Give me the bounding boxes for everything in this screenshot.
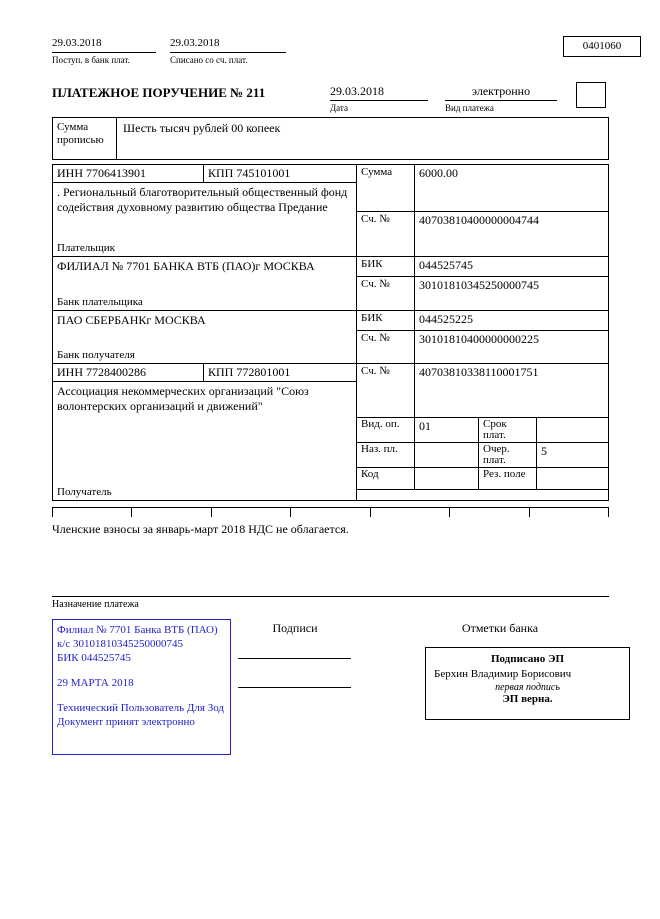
payer-inn: ИНН 7706413901 xyxy=(53,165,204,182)
payee-bank-account-row xyxy=(357,331,608,364)
stamp-status: Документ принят электронно xyxy=(57,716,195,728)
bank-marks-label: Отметки банка xyxy=(461,621,539,635)
naz-pl-row xyxy=(357,443,608,468)
payee-bank-bik-row xyxy=(357,311,608,331)
payer-account-row xyxy=(357,212,608,257)
stamp-user: Технический Пользователь Для Зод xyxy=(57,702,225,714)
vid-op-label: Вид. оп. xyxy=(357,418,415,442)
payer-kpp: КПП 745101001 xyxy=(208,166,291,180)
payer-section-label: Плательщик xyxy=(57,242,115,254)
payee-bank-account-value: 30101810400000000225 xyxy=(419,332,539,346)
title-date-value: 29.03.2018 xyxy=(330,84,428,101)
payee-kpp: КПП 772801001 xyxy=(208,365,291,379)
vid-op-value: 01 xyxy=(415,418,479,442)
rez-pole-label: Рез. поле xyxy=(479,468,537,489)
date-received-label: Поступ. в банк плат. xyxy=(52,55,130,65)
payment-table-right-column xyxy=(357,165,608,500)
payee-bank-section-label: Банк получателя xyxy=(57,349,135,361)
srok-plat-value xyxy=(537,418,608,442)
payer-block xyxy=(53,183,356,257)
payer-bank-bik-row xyxy=(357,257,608,277)
stamp-bank-name: Филиал № 7701 Банка ВТБ (ПАО) xyxy=(57,624,218,636)
payer-account-value: 40703810400000004744 xyxy=(419,213,539,227)
document-title: ПЛАТЕЖНОЕ ПОРУЧЕНИЕ № 211 xyxy=(52,85,266,100)
payment-table xyxy=(52,164,609,501)
srok-plat-label: Срок плат. xyxy=(479,418,537,442)
stamp-bik: БИК 044525745 xyxy=(57,652,131,664)
code-strip-cell xyxy=(530,508,609,517)
title-date-field xyxy=(330,84,428,113)
code-strip-cell xyxy=(450,508,529,517)
payer-bank-account-label: Сч. № xyxy=(357,277,415,310)
payer-account-label: Сч. № xyxy=(357,212,415,256)
payer-bank-account-value: 30101810345250000745 xyxy=(419,278,539,292)
purpose-field-divider xyxy=(52,596,609,610)
purpose-label: Назначение платежа xyxy=(52,599,139,610)
date-received-field xyxy=(52,37,156,65)
payee-bank-bik-label: БИК xyxy=(357,311,415,330)
payer-bank-name: ФИЛИАЛ № 7701 БАНКА ВТБ (ПАО)г МОСКВА xyxy=(57,259,315,273)
payee-bank-account-label: Сч. № xyxy=(357,331,415,363)
signatures-label: Подписи xyxy=(272,621,318,635)
form-code-box xyxy=(563,36,641,57)
payment-kind-label: Вид платежа xyxy=(445,103,494,113)
payee-account-row xyxy=(357,364,608,418)
signer-name: Берхин Владимир Борисович xyxy=(434,668,572,680)
payer-bank-block xyxy=(53,257,356,311)
ocher-plat-label: Очер. плат. xyxy=(479,443,537,467)
amount-words-box xyxy=(52,117,609,160)
signed-title: Подписано ЭП xyxy=(490,653,565,665)
vid-op-row xyxy=(357,418,608,443)
ocher-plat-value: 5 xyxy=(541,444,547,458)
stamp-corr-account: к/с 30101810345250000745 xyxy=(57,638,184,650)
kod-value xyxy=(415,468,479,489)
form-code: 0401060 xyxy=(582,40,622,52)
signature-line-2 xyxy=(238,687,351,688)
payer-bank-bik-label: БИК xyxy=(357,257,415,276)
signature-role: первая подпись xyxy=(495,682,560,693)
code-strip-cell xyxy=(291,508,370,517)
signature-line-1 xyxy=(238,658,351,659)
payer-bank-account-row xyxy=(357,277,608,311)
sum-label: Сумма xyxy=(357,165,415,211)
rez-pole-value xyxy=(537,468,608,489)
payer-name: . Региональный благотворительный общественный фонд содействия духовному развитию общества Предание xyxy=(57,185,348,214)
payee-inn: ИНН 7728400286 xyxy=(53,364,204,381)
sum-value: 6000.00 xyxy=(419,166,458,180)
purpose-text: Членские взносы за январь-март 2018 НДС не облагается. xyxy=(52,522,349,536)
amount-words-value: Шесть тысяч рублей 00 копеек xyxy=(123,121,281,135)
naz-pl-label: Наз. пл. xyxy=(357,443,415,467)
date-debited-label: Списано со сч. плат. xyxy=(170,55,248,65)
payer-inn-kpp-row xyxy=(53,165,356,183)
payee-account-value: 40703810338110001751 xyxy=(419,365,539,379)
payee-bank-name: ПАО СБЕРБАНКг МОСКВА xyxy=(57,313,206,327)
payee-inn-kpp-row xyxy=(53,364,356,382)
payee-section-label: Получатель xyxy=(57,486,112,498)
payment-kind-field xyxy=(445,84,557,113)
date-debited-value: 29.03.2018 xyxy=(170,37,286,53)
payee-account-label: Сч. № xyxy=(357,364,415,417)
date-debited-field xyxy=(170,37,286,65)
sum-row xyxy=(357,165,608,212)
payee-bank-block xyxy=(53,311,356,364)
payer-bank-section-label: Банк плательщика xyxy=(57,296,143,308)
kod-label: Код xyxy=(357,468,415,489)
kod-row xyxy=(357,468,608,490)
title-date-label: Дата xyxy=(330,103,348,113)
payee-block xyxy=(53,382,356,500)
electronic-bank-stamp xyxy=(52,619,231,755)
payment-table-left-column xyxy=(53,165,357,500)
naz-pl-value xyxy=(415,443,479,467)
bank-marks-box xyxy=(425,647,630,720)
payment-kind-value: электронно xyxy=(445,84,557,101)
stamp-date: 29 МАРТА 2018 xyxy=(57,677,134,689)
code-strip-cell xyxy=(371,508,450,517)
code-strip-cell xyxy=(132,508,211,517)
code-strip xyxy=(52,507,609,517)
payee-name: Ассоциация некоммерческих организаций "Союз волонтерских организаций и движений" xyxy=(57,384,309,413)
payee-bank-bik-value: 044525225 xyxy=(419,312,473,326)
amount-words-label: Сумма прописью xyxy=(53,118,117,159)
payer-bank-bik-value: 044525745 xyxy=(419,258,473,272)
verified-text: ЭП верна. xyxy=(502,693,553,705)
status-code-box xyxy=(576,82,606,108)
date-received-value: 29.03.2018 xyxy=(52,37,156,53)
right-column-filler xyxy=(357,490,608,500)
code-strip-cell xyxy=(53,508,132,517)
code-strip-cell xyxy=(212,508,291,517)
